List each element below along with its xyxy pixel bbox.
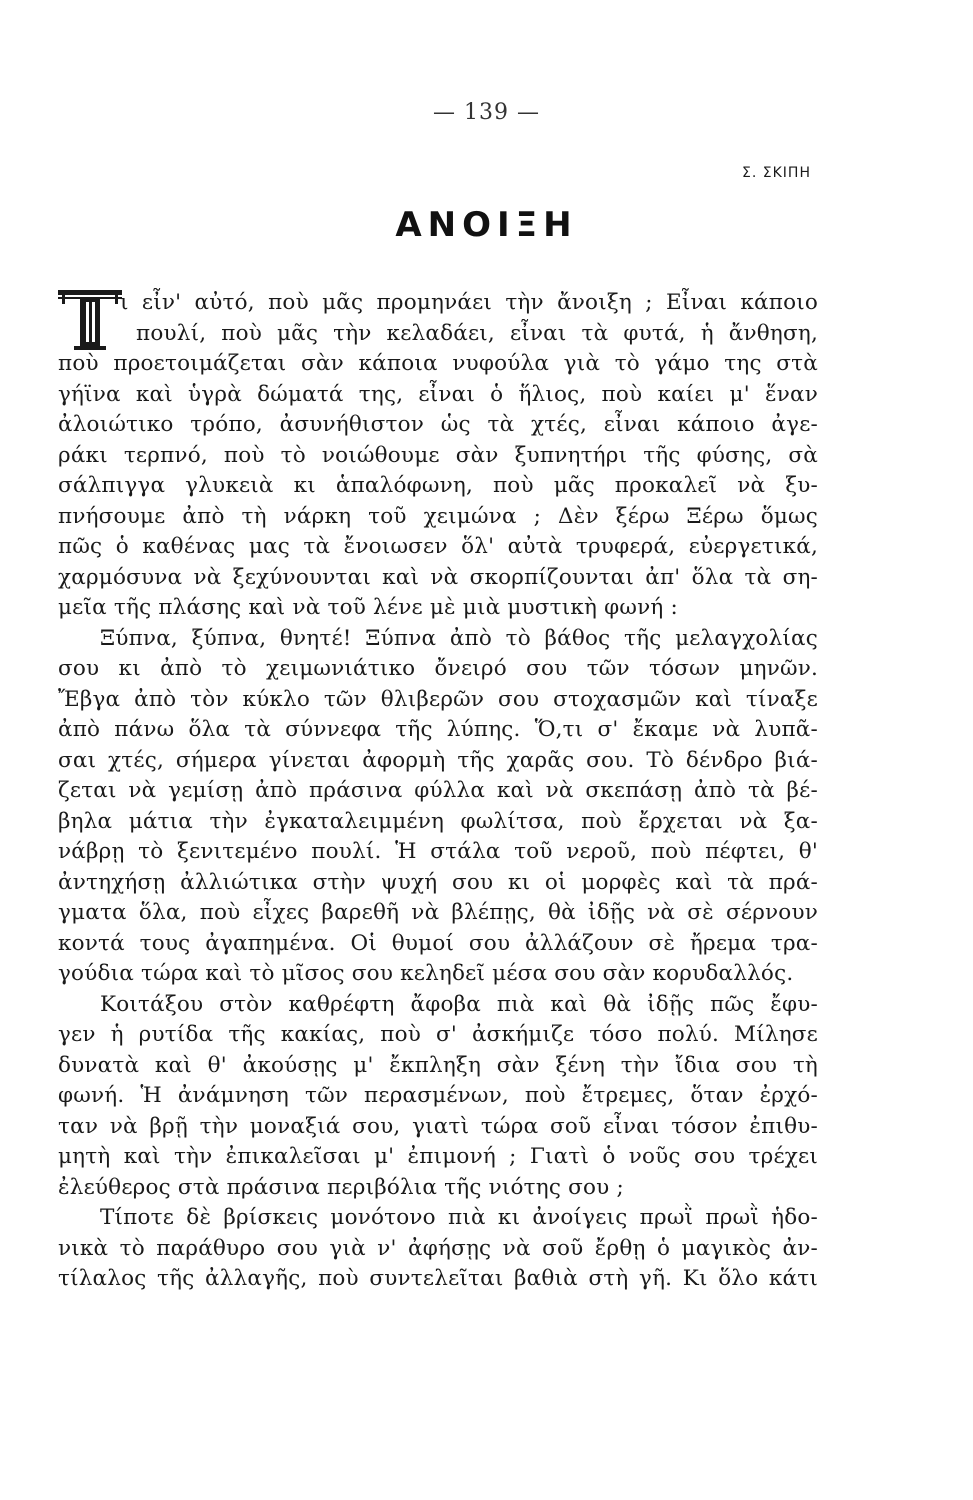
text-line: νικὰ τὸ παράθυρο σου γιὰ ν' ἀφήσῃς νὰ σοῦ ἔρθῃ ὁ μαγικὸς ἀν- [58,1235,818,1261]
text-line: πουλί, ποὺ μᾶς τὴν κελαδάει, εἶναι τὰ φυτά, ἡ ἄνθηση, [136,320,818,346]
text-line: ἀντηχήσῃ ἀλλιώτικα στὴν ψυχή σου κι οἱ μορφὲς καὶ τὰ πρά- [58,869,818,895]
text-line: μεῖα τῆς πλάσης καὶ νὰ τοῦ λένε μὲ μιὰ μυστικὴ φωνή : [58,595,678,620]
text-line: σαι χτές, σήμερα γίνεται ἀφορμὴ τῆς χαρᾶς σου. Τὸ δένδρο βιά- [58,747,818,773]
text-line: ράκι τερπνό, ποὺ τὸ νοιώθουμε σὰν ξυπνητήρι τῆς φύσης, σὰ [58,442,818,468]
text-line: βηλα μάτια τὴν ἐγκαταλειμμένη φωλίτσα, ποὺ ἔρχεται νὰ ξα- [58,808,818,834]
text-line: γεν ἡ ρυτίδα τῆς κακίας, ποὺ σ' ἀσκήμιζε τόσο πολύ. Μίλησε [58,1022,818,1047]
text-line: ἀλοιώτικο τρόπο, ἀσυνήθιστον ὡς τὰ χτές, εἶναι κάποιο ἀγε- [58,412,818,437]
text-line: Τίποτε δὲ βρίσκεις μονότονο πιὰ κι ἀνοίγεις πρωῒ πρωῒ ἡδο- [100,1205,818,1230]
text-line: σάλπιγγα γλυκειὰ κι ἁπαλόφωνη, ποὺ μᾶς προκαλεῖ νὰ ξυ- [58,473,818,498]
text-line: ταν νὰ βρῇ τὴν μοναξιά σου, γιατὶ τώρα σοῦ εἶναι τόσον ἐπιθυ- [58,1113,818,1139]
text-line: γματα ὅλα, ποὺ εἶχες βαρεθῆ νὰ βλέπῃς, θὰ ἰδῇς νὰ σὲ σέρνουν [58,900,818,925]
text-line: Κοιτάξου στὸν καθρέφτη ἄφοβα πιὰ καὶ θὰ ἰδῇς πῶς ἔφυ- [100,991,818,1017]
text-line: ζεται νὰ γεμίσῃ ἀπὸ πράσινα φύλλα καὶ νὰ σκεπάσῃ ἀπὸ τὰ βέ- [58,778,818,803]
text-line: φωνή. Ἡ ἀνάμνηση τῶν περασμένων, ποὺ ἔτρεμες, ὅταν ἐρχό- [58,1083,818,1108]
text-line: νάβρῃ τὸ ξενιτεμένο πουλί. Ἡ στάλα τοῦ νεροῦ, ποὺ πέφτει, θ' [58,839,818,864]
text-line: ποὺ προετοιμάζεται σὰν κάποια νυφούλα γιὰ τὸ γάμο της στὰ [58,351,818,376]
text-line: μητὴ καὶ τὴν ἐπικαλεῖσαι μ' ἐπιμονή ; Γιατὶ ὁ νοῦς σου τρέχει [58,1144,818,1169]
text-line: Ἔβγα ἀπὸ τὸν κύκλο τῶν θλιβερῶν σου στοχασμῶν καὶ τίναξε [58,686,818,712]
body-text [58,288,818,1295]
text-line: γούδια τώρα καὶ τὸ μῖσος σου κεληδεῖ μέσα σου σὰν κορυδαλλός. [58,961,794,986]
text-line: πῶς ὁ καθένας μας τὰ ἔνοιωσεν ὅλ' αὐτὰ τρυφερά, εὐεργετικά, [58,534,818,559]
text-line: γήϊνα καὶ ὑγρὰ δώματά της, εἶναι ὁ ἥλιος, ποὺ καίει μ' ἕναν [58,381,818,407]
author-name: Σ. ΣΚΙΠΗ [742,165,811,181]
text-line: ἐλεύθερος στὰ πράσινα περιβόλια τῆς νιότης σου ; [58,1174,624,1200]
text-line: ι εἶν' αὐτό, ποὺ μᾶς προμηνάει τὴν ἄνοιξη ; Εἶναι κάποιο [120,290,818,315]
text-line: δυνατὰ καὶ θ' ἀκούσῃς μ' ἔκπληξη σὰν ξένη τὴν ἴδια σου τὴ [58,1052,818,1078]
chapter-title: ΑΝΟΙΞΗ [395,205,578,245]
text-line: πνήσουμε ἀπὸ τὴ νάρκη τοῦ χειμώνα ; Δὲν ξέρω Ξέρω ὅμως [58,503,818,529]
text-line: χαρμόσυνα νὰ ξεχύνουνται καὶ νὰ σκορπίζουνται ἀπ' ὅλα τὰ ση- [58,564,818,590]
text-line: Ξύπνα, ξύπνα, θνητέ! Ξύπνα ἀπὸ τὸ βάθος τῆς μελαγχολίας [100,625,818,651]
text-line: ἀπὸ πάνω ὅλα τὰ σύννεφα τῆς λύπης. Ὅ,τι σ' ἔκαμε νὰ λυπᾶ- [58,717,818,742]
text-line: σου κι ἀπὸ τὸ χειμωνιάτικο ὄνειρό σου τῶν τόσων μηνῶν. [58,656,818,681]
text-line: τίλαλος τῆς ἀλλαγῆς, ποὺ συντελεῖται βαθιὰ στὴ γῆ. Κι ὅλο κάτι [58,1266,818,1291]
page-number: — 139 — [433,100,540,125]
text-line: κοντά τους ἀγαπημένα. Οἱ θυμοί σου ἀλλάζουν σὲ ἤρεμα τρα- [58,930,818,956]
